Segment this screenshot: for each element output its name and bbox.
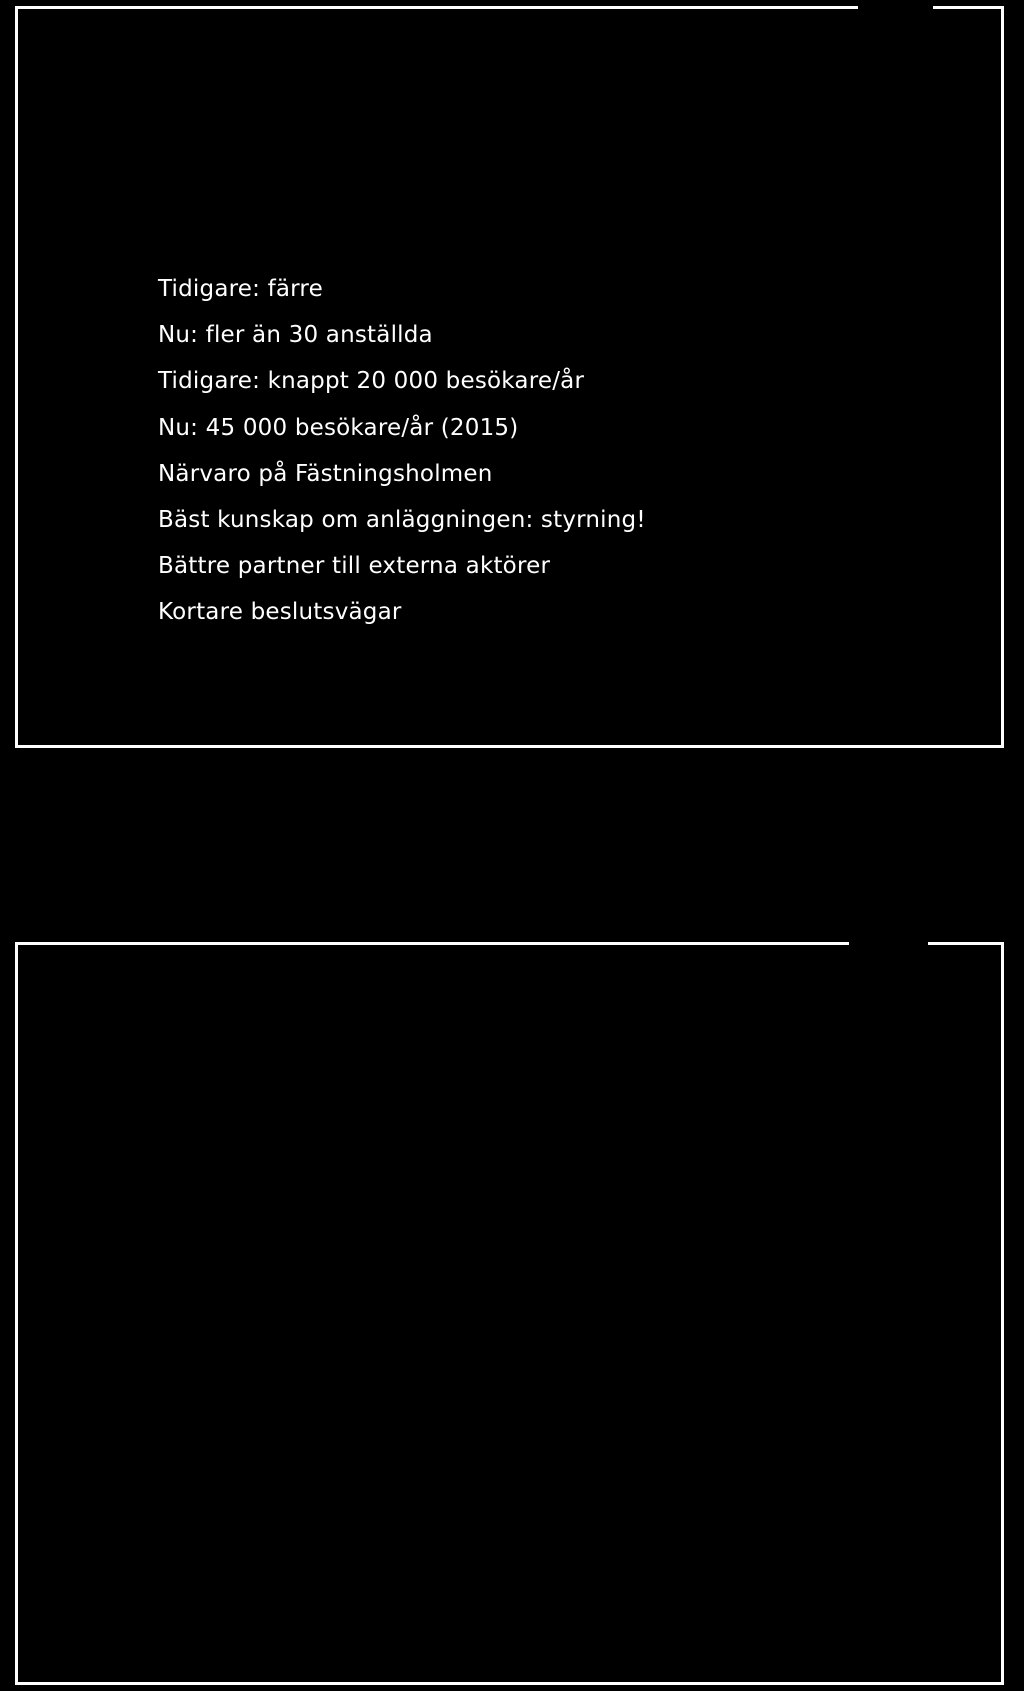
frame-edge xyxy=(15,942,18,1685)
frame-edge xyxy=(15,745,1004,748)
frame-edge xyxy=(15,1682,1004,1685)
frame-edge xyxy=(15,6,858,9)
list-item: Bättre partner till externa aktörer xyxy=(158,553,551,580)
frame-edge xyxy=(1001,942,1004,1685)
slide-1 xyxy=(15,6,1004,748)
list-item: Kortare beslutsvägar xyxy=(158,599,402,626)
list-item: Nu: fler än 30 anställda xyxy=(158,322,433,349)
list-item: Tidigare: färre xyxy=(158,276,323,302)
list-item: Tidigare: knappt 20 000 besökare/år xyxy=(158,368,585,395)
frame-edge xyxy=(1001,6,1004,748)
list-item: Nu: 45 000 besökare/år (2015) xyxy=(158,414,519,441)
frame-edge xyxy=(15,6,18,748)
frame-edge xyxy=(928,942,1004,945)
list-item: Bäst kunskap om anläggningen: styrning! xyxy=(158,506,646,533)
frame-edge xyxy=(15,942,849,945)
slide-text-list xyxy=(158,278,646,648)
slide-2 xyxy=(15,942,1004,1685)
list-item: Närvaro på Fästningsholmen xyxy=(158,460,493,487)
frame-edge xyxy=(933,6,1004,9)
